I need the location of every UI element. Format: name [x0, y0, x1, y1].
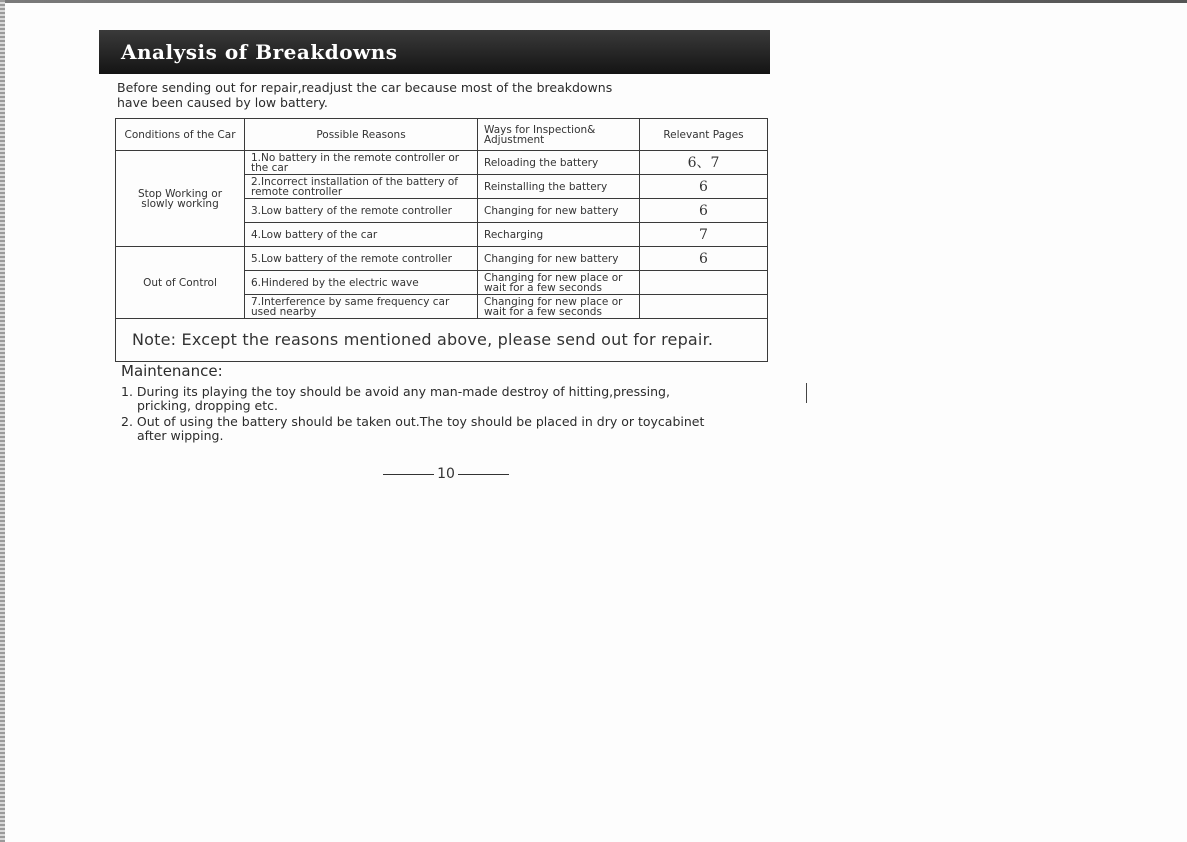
title-banner [99, 30, 770, 74]
reason-cell: 6.Hindered by the electric wave [245, 271, 478, 295]
reason-cell: 4.Low battery of the car [245, 223, 478, 247]
maintenance-item [121, 385, 771, 413]
maintenance-item-line: 1. During its playing the toy should be avoid any man-made destroy of hitting,pressing, [121, 384, 670, 399]
way-cell: Changing for new place or wait for a few seconds [478, 295, 640, 319]
intro-line: Before sending out for repair,readjust the car because most of the breakdowns [117, 80, 613, 95]
page-cell [640, 295, 768, 319]
intro-line: have been caused by low battery. [117, 95, 328, 110]
intro-paragraph [117, 80, 677, 110]
way-cell: Recharging [478, 223, 640, 247]
table-row [116, 247, 768, 271]
scan-edge-top [0, 0, 1187, 3]
reason-cell: 3.Low battery of the remote controller [245, 199, 478, 223]
page-cell: 7 [640, 223, 768, 247]
scan-edge-left [0, 0, 5, 842]
condition-cell: Stop Working or slowly working [116, 151, 245, 247]
maintenance-list [121, 385, 771, 445]
way-cell: Changing for new battery [478, 247, 640, 271]
way-cell: Reloading the battery [478, 151, 640, 175]
maintenance-title: Maintenance: [121, 362, 223, 380]
breakdowns-table [115, 118, 768, 362]
header-ways: Ways for Inspection& Adjustment [478, 119, 640, 151]
page-number: 10 [437, 466, 455, 482]
page-cell: 6 [640, 199, 768, 223]
page-cell: 6 [640, 175, 768, 199]
way-cell: Changing for new battery [478, 199, 640, 223]
maintenance-item [121, 415, 771, 443]
table-row [116, 151, 768, 175]
footer-rule-left [383, 474, 434, 475]
header-conditions: Conditions of the Car [116, 119, 245, 151]
way-cell: Reinstalling the battery [478, 175, 640, 199]
reason-cell: 2.Incorrect installation of the battery of remote controller [245, 175, 478, 199]
maintenance-item-continuation: pricking, dropping etc. [137, 398, 278, 413]
page-cell [640, 271, 768, 295]
way-cell: Changing for new place or wait for a few seconds [478, 271, 640, 295]
reason-cell: 1.No battery in the remote controller or the car [245, 151, 478, 175]
margin-mark [806, 383, 807, 403]
repair-note: Note: Except the reasons mentioned above, please send out for repair. [116, 319, 768, 362]
maintenance-item-continuation: after wipping. [137, 428, 224, 443]
reason-cell: 7.Interference by same frequency car used nearby [245, 295, 478, 319]
page-footer [383, 464, 509, 484]
page-title: Analysis of Breakdowns [121, 40, 398, 64]
maintenance-item-line: 2. Out of using the battery should be taken out.The toy should be placed in dry or toycabinet [121, 414, 705, 429]
page-cell: 6、7 [640, 151, 768, 175]
header-reasons: Possible Reasons [245, 119, 478, 151]
reason-cell: 5.Low battery of the remote controller [245, 247, 478, 271]
footer-rule-right [458, 474, 509, 475]
header-pages: Relevant Pages [640, 119, 768, 151]
table-header-row [116, 119, 768, 151]
condition-cell: Out of Control [116, 247, 245, 319]
page-cell: 6 [640, 247, 768, 271]
note-row [116, 319, 768, 362]
